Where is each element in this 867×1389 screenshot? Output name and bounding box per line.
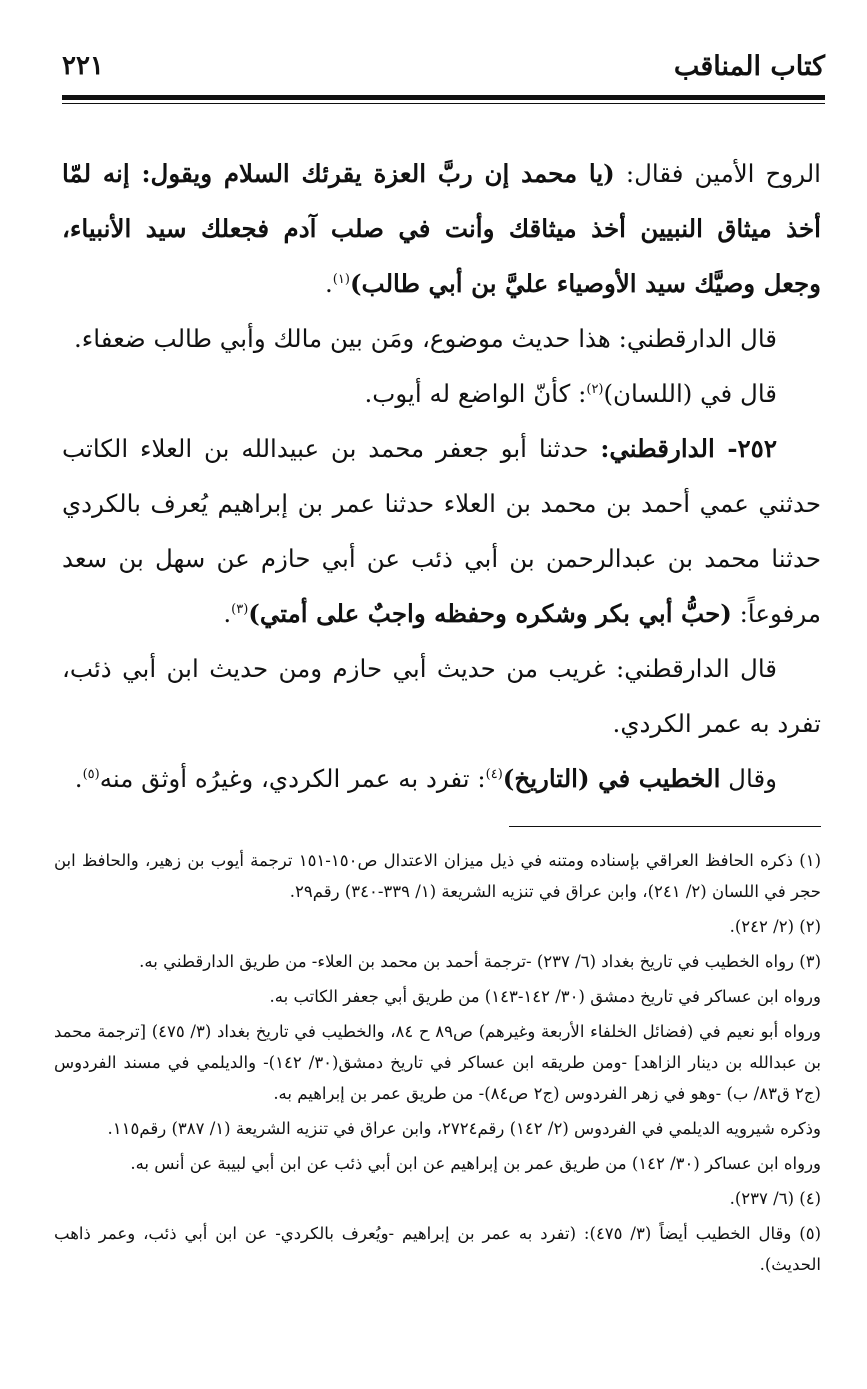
footnote-5: (٥) وقال الخطيب أيضاً (٣/ ٤٧٥): (تفرد به عمر بن إبراهيم -ويُعرف بالكردي- عن ابن أبي ذئب، وعمر ذاهب الحديث). xyxy=(54,1224,822,1274)
footnote-3-cont: ورواه ابن عساكر (٣٠/ ١٤٢) من طريق عمر بن إبراهيم عن ابن أبي ذئب عن ابن أبي لبيبة عن أنس به. xyxy=(130,1154,821,1173)
footnote-4: (٤) (٦/ ٢٣٧). xyxy=(729,1189,821,1208)
footnote-separator xyxy=(509,826,821,827)
footnote-ref: (٢) xyxy=(586,381,604,397)
footnote-ref: (١) xyxy=(332,271,350,287)
hadith-text: (يا محمد إن ربَّ العزة يقرئك السلام ويقول: إنه لمّا أخذ ميثاق النبيين أخذ ميثاقك وأنت في صلب آدم فجعلك سيد الأنبياء، وجعل وصيَّك سيد الأوصياء عليَّ بن أبي طالب) xyxy=(62,159,821,298)
header-rule-thin xyxy=(62,103,825,104)
running-title: كتاب المناقب xyxy=(673,50,825,82)
footnote-1: (١) ذكره الحافظ العراقي بإسناده ومتنه في ذيل ميزان الاعتدال ص١٥٠-١٥١ ترجمة أيوب بن زهير، والحافظ ابن حجر في اللسان (٢/ ٢٤١)، وابن عراق في تنزيه الشريعة (١/ ٣٣٩-٣٤٠) رقم٢٩. xyxy=(54,851,821,901)
footnote-3-cont: ورواه ابن عساكر في تاريخ دمشق (٣٠/ ١٤٢-١٤٣) من طريق أبي جعفر الكاتب به. xyxy=(269,987,821,1006)
footnote-2: (٢) (٢/ ٢٤٢). xyxy=(729,917,821,936)
footnote-3-cont: وذكره شيرويه الديلمي في الفردوس (٢/ ١٤٢) رقم٢٧٢٤، وابن عراق في تنزيه الشريعة (١/ ٣٨٧) رقم١١٥. xyxy=(107,1119,821,1138)
paragraph-5: قال الدارقطني: غريب من حديث أبي حازم ومن حديث ابن أبي ذئب، تفرد به عمر الكردي. xyxy=(62,654,821,738)
header-rule-thick xyxy=(62,95,825,100)
paragraph-6: وقال الخطيب في (التاريخ)$^{(٤)}$: تفرد به عمر الكردي، وغيرُه أوثق منه$^{(٥)}$. xyxy=(74,764,777,793)
entry-heading: ٢٥٢- الدارقطني: xyxy=(600,434,777,463)
footnote-ref: (٤) xyxy=(485,766,503,782)
paragraph-2: قال الدارقطني: هذا حديث موضوع، ومَن بين مالك وأبي طالب ضعفاء. xyxy=(73,324,777,353)
page-header xyxy=(62,46,825,86)
footnote-3-cont: ورواه أبو نعيم في (فضائل الخلفاء الأربعة وغيرهم) ص٨٩ ح ٨٤، والخطيب في تاريخ بغداد (٣/ ٤٧٥) [ترجمة محمد بن عبدالله بن دينار الزاهد] -ومن طريقه ابن عساكر في تاريخ دمشق(٣٠/ ١٤٢)- والديلمي في مسند الفردوس (ج٢ ق٨٣/ ب) -وهو في زهر الفردوس (ج٢ ص٨٤)- من طريق عمر بن إبراهيم به. xyxy=(54,1022,822,1103)
footnote-3: (٣) رواه الخطيب في تاريخ بغداد (٦/ ٢٣٧) -ترجمة أحمد بن محمد بن العلاء- من طريق الدارقطني به. xyxy=(139,952,821,971)
paragraph-1: الروح الأمين فقال: (يا محمد إن ربَّ العزة يقرئك السلام ويقول: إنه لمّا أخذ ميثاق النبيين أخذ ميثاقك وأنت في صلب آدم فجعلك سيد الأنبياء، وجعل وصيَّك سيد الأوصياء عليَّ بن أبي طالب)$^{(١)}$. xyxy=(62,159,821,298)
hadith-text: (حبُّ أبي بكر وشكره وحفظه واجبٌ على أمتي) xyxy=(248,599,732,628)
footnote-ref: (٥) xyxy=(82,766,100,782)
paragraph-3: قال في (اللسان)$^{(٢)}$: كأنّ الواضع له أيوب. xyxy=(364,379,777,408)
footnotes xyxy=(54,845,821,1284)
paragraph-4: ٢٥٢- الدارقطني: حدثنا أبو جعفر محمد بن عبيدالله بن العلاء الكاتب حدثني عمي أحمد بن محمد بن العلاء حدثنا عمر بن إبراهيم يُعرف بالكردي حدثنا محمد بن عبدالرحمن بن أبي ذئب عن أبي حازم عن سهل بن سعد مرفوعاً: (حبُّ أبي بكر وشكره وحفظه واجبٌ على أمتي)$^{(٣)}$. xyxy=(62,434,821,628)
footnote-ref: (٣) xyxy=(231,601,249,617)
main-text xyxy=(62,146,821,806)
source-title: الخطيب في (التاريخ) xyxy=(502,764,721,793)
page-number: ٢٢١ xyxy=(62,51,104,81)
